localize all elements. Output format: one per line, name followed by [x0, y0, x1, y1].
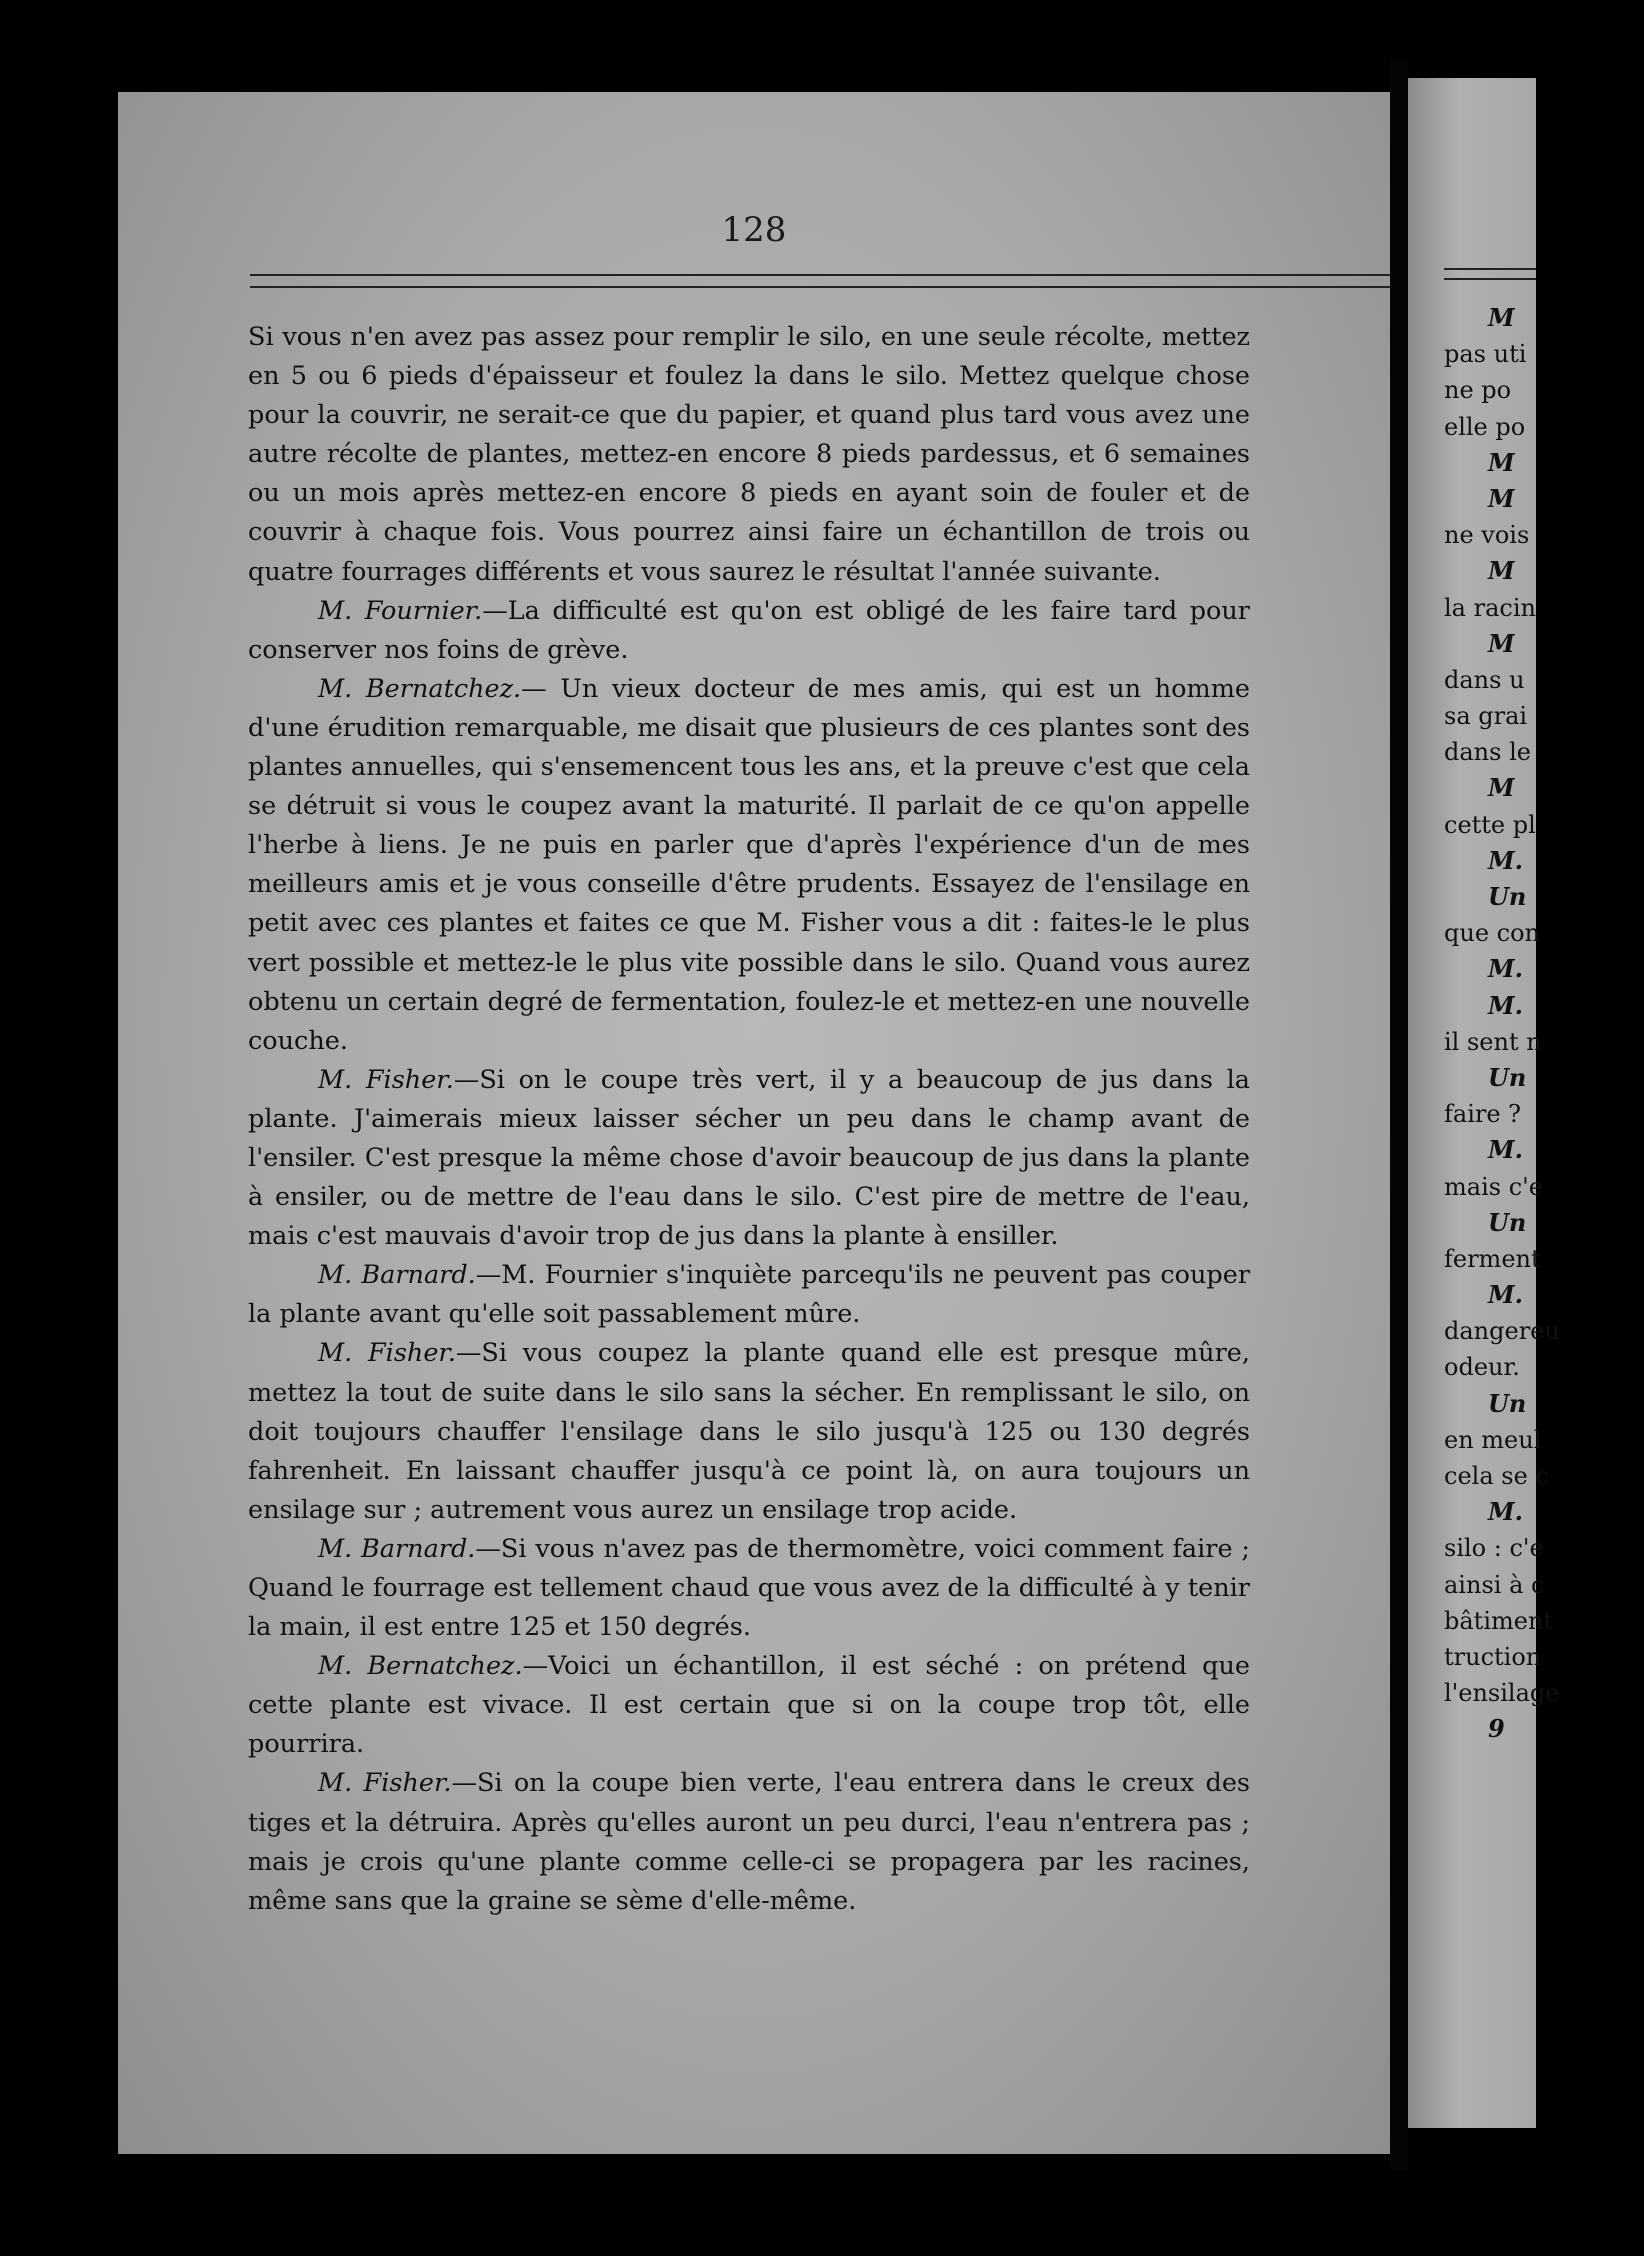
paragraph-text: —Si vous n'avez pas de thermomètre, voici comment faire ; Quand le fourrage est tellement chaud que vous avez de la difficulté à y tenir la main, il est entre 125 et 150 degrés. [248, 1533, 1250, 1643]
paragraph [248, 1256, 1250, 1334]
right-page-line-fragment: que con [1444, 919, 1540, 948]
right-page-line-fragment: M. [1488, 1280, 1523, 1310]
right-page-line-fragment: faire ? [1444, 1100, 1522, 1129]
paragraph-text: —La difficulté est qu'on est obligé de les faire tard pour conserver nos foins de grève. [248, 595, 1250, 665]
right-page-line-fragment: odeur. [1444, 1353, 1520, 1382]
left-page [118, 92, 1390, 2154]
speaker-name: M. Bernatchez. [318, 1651, 523, 1682]
paragraph [248, 1530, 1250, 1647]
right-page-line-fragment: silo : c'e [1444, 1534, 1544, 1563]
speaker-name: M. Bernatchez. [318, 673, 522, 704]
right-page-line-fragment: cela se c [1444, 1462, 1549, 1490]
right-page-line-fragment: M [1488, 483, 1515, 513]
paragraph [248, 1647, 1250, 1764]
paragraph-text: —Si on le coupe très vert, il y a beaucoup de jus dans la plante. J'aimerais mieux laisser sécher un peu dans le champ avant de l'ensiler. C'est presque la même chose d'avoir beaucoup de jus dans la plante à ensiler, ou de mettre de l'eau dans le silo. C'est pire de mettre de l'eau, mais c'est mauvais d'avoir trop de jus dans la plante à ensiller. [248, 1064, 1251, 1252]
right-page-line-fragment: M. [1488, 954, 1523, 984]
right-page-line-fragment: truction [1444, 1642, 1542, 1671]
right-page-edge [1408, 78, 1560, 2128]
speaker-name: M. Fournier. [318, 595, 483, 626]
right-page-line-fragment: M [1488, 628, 1515, 658]
paragraph [248, 670, 1250, 1061]
paragraph [248, 1061, 1250, 1256]
right-page-line-fragment: la racin [1444, 593, 1536, 622]
paragraph [248, 592, 1250, 670]
right-page-line-fragment: M [1488, 447, 1515, 477]
speaker-name: M. Fisher. [318, 1768, 452, 1799]
right-page-line-fragment: M [1488, 773, 1515, 803]
right-page-line-fragment: dangereu [1444, 1317, 1560, 1346]
right-page-line-fragment: M. [1488, 1497, 1523, 1527]
paragraph [248, 1334, 1250, 1529]
right-page-line-fragment: ne po [1444, 376, 1512, 405]
page-text [248, 318, 1250, 1921]
right-page-line-fragment: ne vois [1444, 521, 1530, 550]
right-page-line-fragment: dans le [1444, 738, 1531, 767]
right-page-line-fragment: M [1488, 556, 1515, 586]
page-number: 128 [721, 210, 787, 250]
right-page-line-fragment: M. [1488, 1135, 1523, 1165]
speaker-name: M. Barnard. [318, 1533, 476, 1564]
speaker-name: M. Fisher. [318, 1338, 456, 1369]
book-gutter [1390, 60, 1408, 2170]
right-page-line-fragment: mais c'e [1444, 1172, 1543, 1201]
right-page-line-fragment: Un [1488, 1207, 1527, 1237]
right-page-line-fragment: dans u [1444, 665, 1525, 694]
right-page-line-fragment: ferment [1444, 1244, 1541, 1273]
right-page-line-fragment: l'ensilage [1444, 1679, 1560, 1708]
right-page-line-fragment: pas uti [1444, 340, 1527, 369]
speaker-name: M. Barnard. [318, 1260, 476, 1291]
right-page-text [1444, 300, 1644, 1748]
paragraph-text: Si vous n'en avez pas assez pour remplir le silo, en une seule récolte, mettez en 5 ou 6 pieds d'épaisseur et foulez la dans le silo. Mettez quelque chose pour la couvrir, ne serait-ce que du papier, et quand plus tard vous avez une autre récolte de plantes, mettez-en encore 8 pieds pardessus, et 6 semaines ou un mois après mettez-en encore 8 pieds en ayant soin de fouler et de couvrir à chaque fois. Vous pourrez ainsi faire un échantillon de trois ou quatre fourrages différents et vous saurez le résultat l'année suivante. [248, 322, 1250, 587]
right-page-line-fragment: bâtiment [1444, 1606, 1554, 1635]
paragraph-text: —Si on la coupe bien verte, l'eau entrera dans le creux des tiges et la détruira. Après qu'elles auront un peu durci, l'eau n'entrera pas ; mais je crois qu'une plante comme celle-ci se propagera par les racines, même sans que la graine se sème d'elle-même. [248, 1768, 1250, 1916]
paragraph [248, 318, 1250, 592]
right-page-line-fragment: Un [1488, 1062, 1527, 1092]
right-page-line-fragment: il sent n [1444, 1027, 1542, 1056]
right-page-line-fragment: Un [1488, 1388, 1527, 1418]
right-page-line-fragment: M. [1488, 845, 1523, 875]
right-page-line-fragment: Un [1488, 882, 1527, 911]
right-page-line-fragment: M. [1488, 990, 1523, 1020]
paragraph-text: —Si vous coupez la plante quand elle est presque mûre, mettez la tout de suite dans le silo sans la sécher. En remplissant le silo, on doit toujours chauffer l'ensilage dans le silo jusqu'à 125 ou 130 degrés fahrenheit. En laissant chauffer jusqu'à ce point là, on aura toujours un ensilage sur ; autrement vous aurez un ensilage trop acide. [248, 1338, 1250, 1525]
right-page-line-fragment: M [1488, 303, 1515, 332]
right-page-line-fragment: en meul [1444, 1425, 1542, 1454]
right-page-line-fragment: cette pl [1444, 810, 1536, 839]
header-double-rule [250, 274, 1390, 288]
right-page-line-fragment: 9 [1488, 1714, 1505, 1744]
right-header-rule [1444, 268, 1536, 280]
right-page-line-fragment: ainsi à c [1444, 1570, 1545, 1599]
paragraph-text: —M. Fournier s'inquiète parcequ'ils ne peuvent pas couper la plante avant qu'elle soit passablement mûre. [248, 1260, 1251, 1330]
right-page-line-fragment: elle po [1444, 412, 1526, 441]
paragraph [248, 1764, 1250, 1920]
right-page-line-fragment: sa grai [1444, 702, 1528, 731]
paragraph-text: — Un vieux docteur de mes amis, qui est un homme d'une érudition remarquable, me disait que plusieurs de ces plantes sont des plantes annuelles, qui s'ensemencent tous les ans, et la preuve c'est que cela se détruit si vous le coupez avant la maturité. Il parlait de ce qu'on appelle l'herbe à liens. Je ne puis en parler que d'après l'expérience d'un de mes meilleurs amis et je vous conseille d'être prudents. Essayez de l'ensilage en petit avec ces plantes et faites ce que M. Fisher vous a dit : faites-le le plus vert possible et mettez-le le plus vite possible dans le silo. Quand vous aurez obtenu un certain degré de fermentation, foulez-le et mettez-en une nouvelle couche. [248, 673, 1250, 1056]
paragraph-text: —Voici un échantillon, il est séché : on prétend que cette plante est vivace. Il est certain que si on la coupe trop tôt, elle pourrira. [248, 1651, 1250, 1760]
speaker-name: M. Fisher. [318, 1064, 454, 1095]
